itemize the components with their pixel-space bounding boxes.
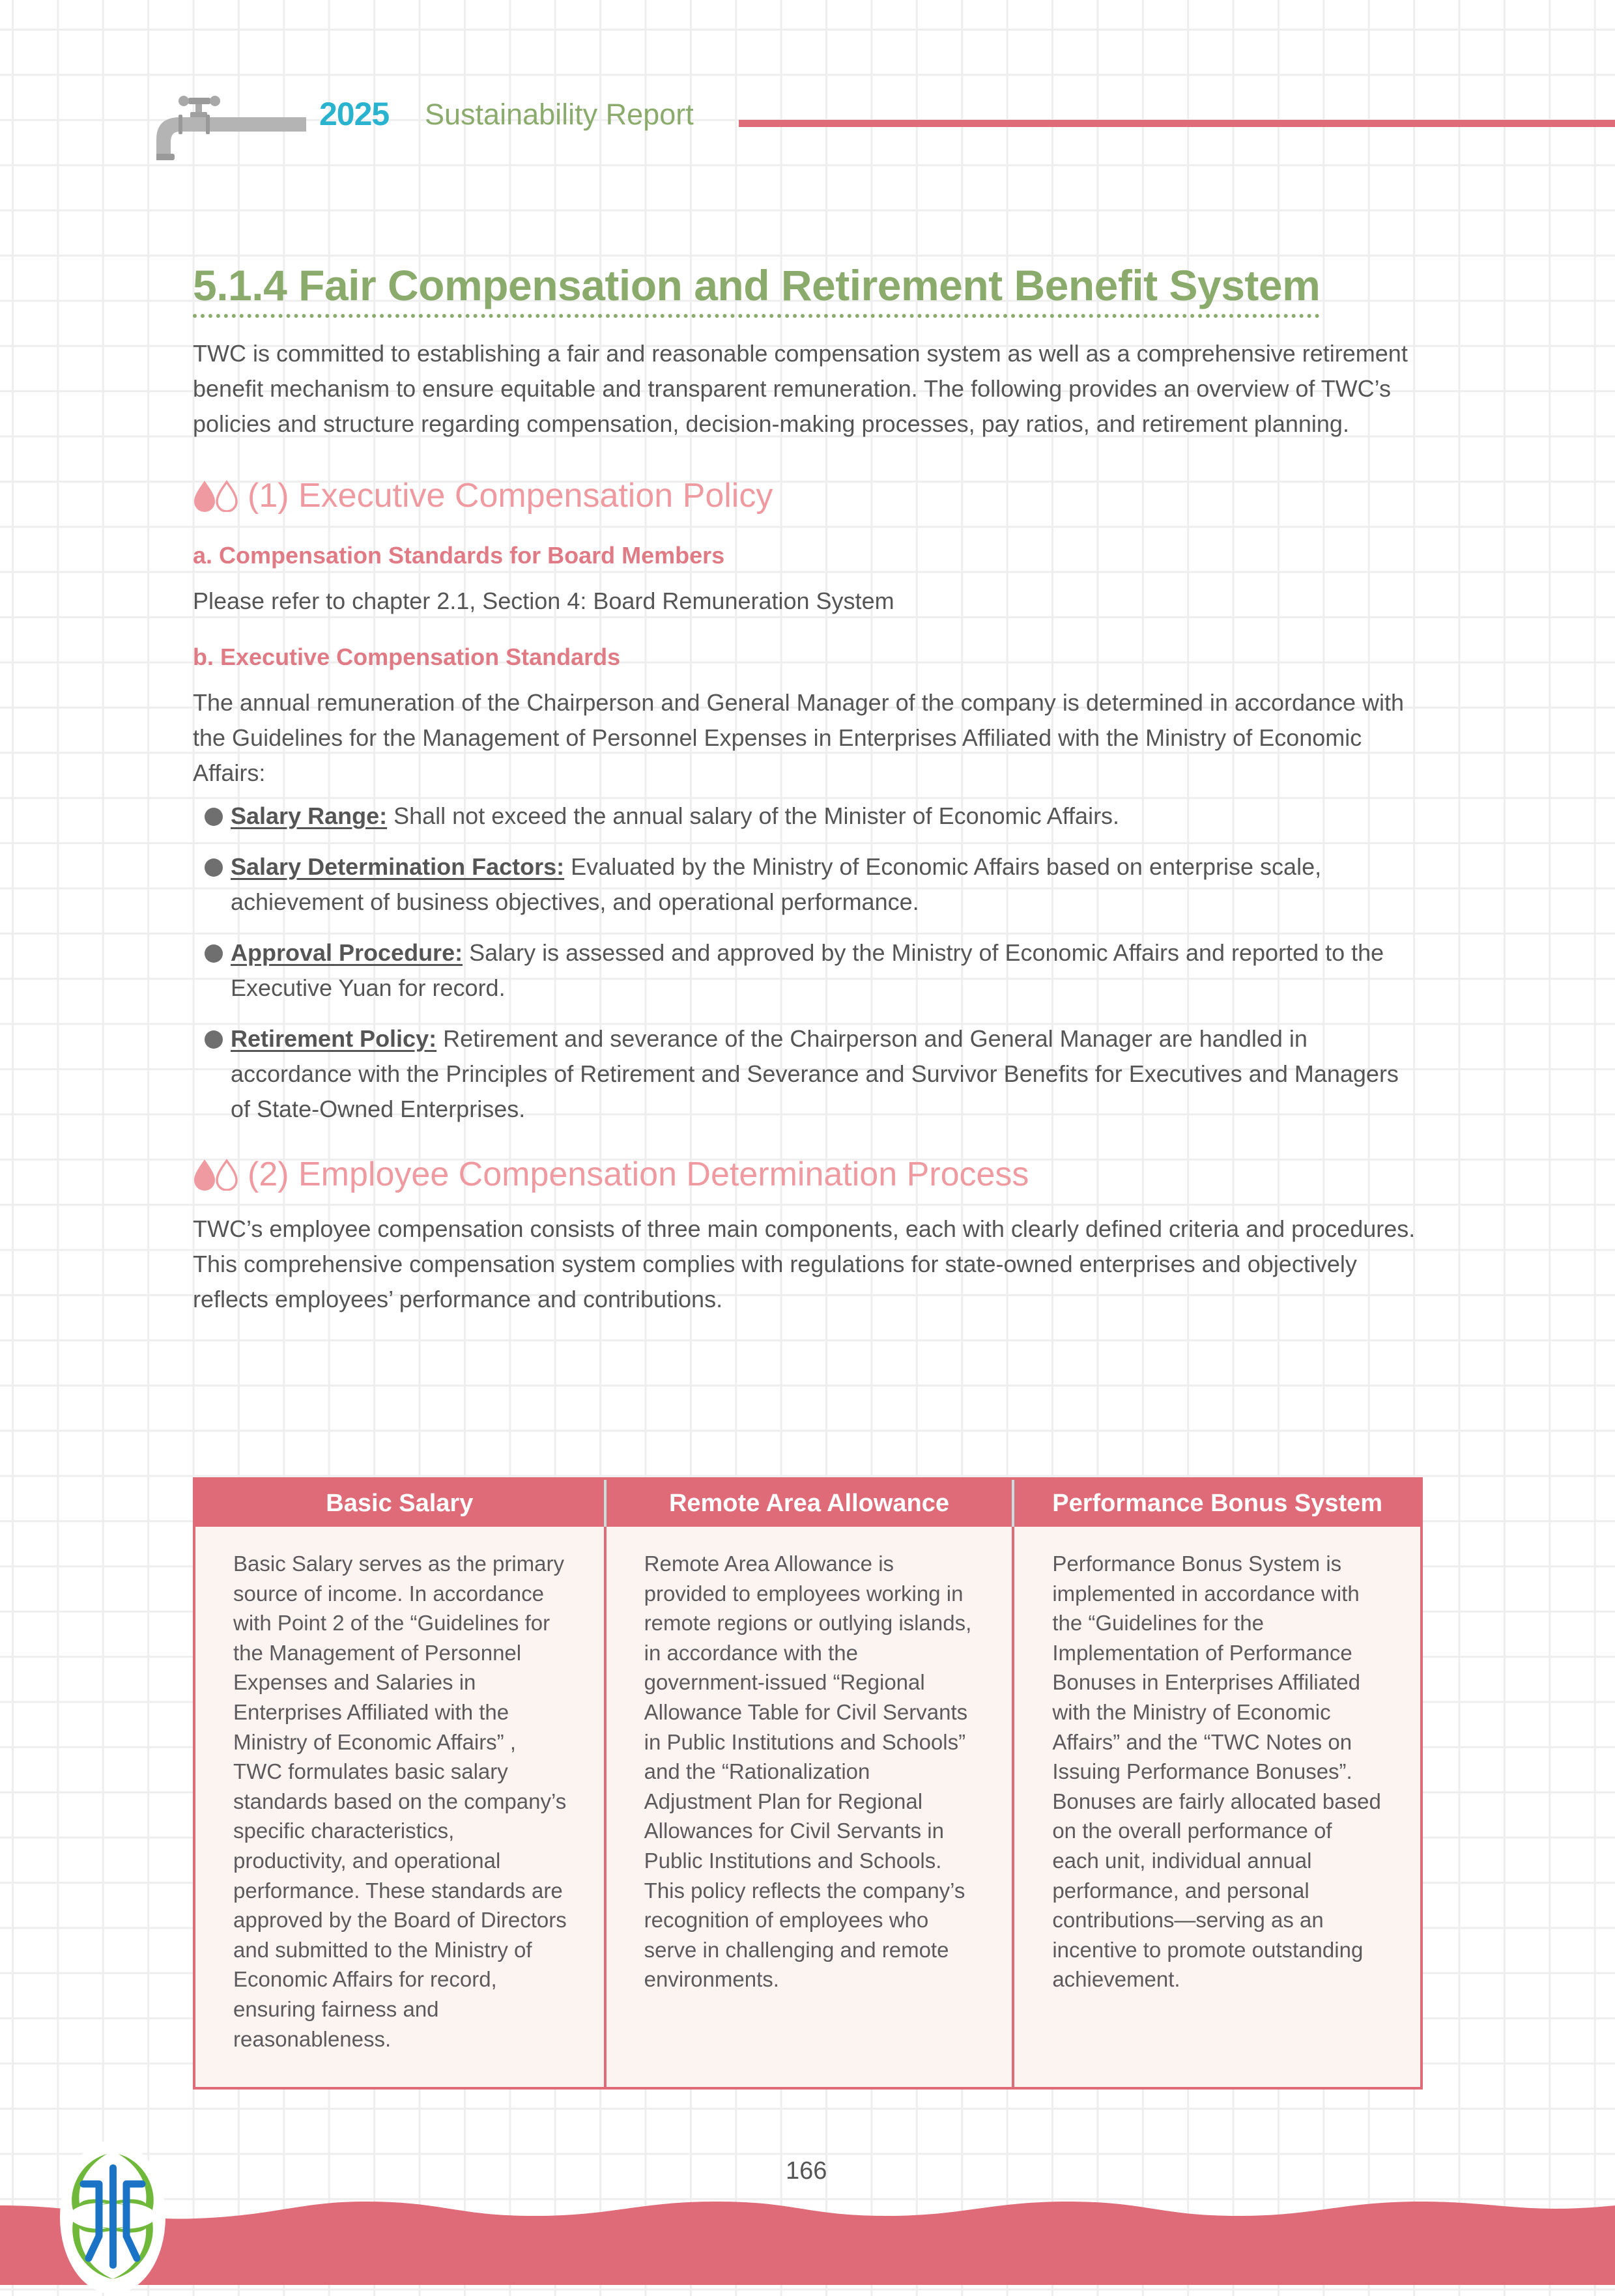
- table-cell-basic-salary: Basic Salary serves as the primary source of income. In accordance with Point 2 of the “Guidelines for the Management of Personnel Expenses and Salaries in Enterprises Affiliated with the Ministry of Economic Affairs” , TWC formulates basic salary standards based on the company’s specific characteristics, productivity, and operational performance. These standards are approved by the Board of Directors and submitted to the Ministry of Economic Affairs for record, ensuring fairness and reasonableness.: [233, 1552, 567, 2051]
- compensation-components-table: [193, 1477, 1423, 2090]
- header-rule: [739, 120, 1615, 127]
- section-heading-executive: [193, 473, 1424, 518]
- subheading-executive-standards: b. Executive Compensation Standards: [193, 644, 621, 670]
- intro-paragraph: TWC is committed to establishing a fair and reasonable compensation system as well as a comprehensive retirement benefit mechanism to ensure equitable and transparent remuneration. The following provides an overview of TWC’s policies and structure regarding compensation, decision-making processes, pay ratios, and retirement planning.: [193, 340, 1408, 437]
- bullet-term: Salary Range:: [231, 802, 388, 829]
- executive-standards-text: The annual remuneration of the Chairperson and General Manager of the company is determined in accordance with the Guidelines for the Management of Personnel Expenses in Enterprises Affiliated with the Ministry of Economic Affairs:: [193, 689, 1405, 786]
- list-item: [193, 1021, 1424, 1127]
- table-cell-performance-bonus: Performance Bonus System is implemented in accordance with the “Guidelines for the Implementation of Performance Bonuses in Enterprises Affiliated with the Ministry of Economic Affairs” and the “TWC Notes on Issuing Performance Bonuses”. Bonuses are fairly allocated based on the overall performance of each unit, individual annual performance, and personal contributions—serving as an incentive to promote outstanding achievement.: [1012, 1527, 1420, 2087]
- bullet-text: Retirement and severance of the Chairperson and General Manager are handled in accordance with the Principles of Retirement and Severance and Survivor Benefits for Executives and Managers of State-Owned Enterprises.: [231, 1025, 1399, 1122]
- table-cell-remote-allowance: Remote Area Allowance is provided to employees working in remote regions or outlying islands, in accordance with the government-issued “Regional Allowance Table for Civil Servants in Public Institutions and Schools” and the “Rationalization Adjustment Plan for Regional Allowances for Civil Servants in Public Institutions and Schools. This policy reflects the company’s recognition of employees who serve in challenging and remote environments.: [604, 1527, 1012, 2087]
- table-header-remote-allowance: Remote Area Allowance: [604, 1480, 1012, 1527]
- list-item: [193, 935, 1424, 1006]
- bullet-term: Retirement Policy:: [231, 1025, 437, 1052]
- report-title: Sustainability Report: [425, 98, 694, 131]
- page-number: 166: [786, 2157, 827, 2185]
- twc-logo-icon: [60, 2138, 165, 2296]
- bullet-term: Approval Procedure:: [231, 939, 463, 966]
- water-drops-icon: [193, 479, 240, 512]
- board-compensation-text: Please refer to chapter 2.1, Section 4: Board Remuneration System: [193, 588, 894, 614]
- bullet-icon: [205, 858, 223, 877]
- bullet-icon: [205, 944, 223, 963]
- section-title: (1) Executive Compensation Policy: [248, 477, 773, 515]
- main-content: [193, 261, 1424, 1317]
- table-header-performance-bonus: Performance Bonus System: [1012, 1480, 1420, 1527]
- bullet-icon: [205, 1030, 223, 1049]
- executive-compensation-list: [193, 799, 1424, 1127]
- report-year: 2025: [319, 96, 390, 132]
- bullet-term: Salary Determination Factors:: [231, 853, 565, 880]
- bullet-text: Salary is assessed and approved by the Ministry of Economic Affairs and reported to the Executive Yuan for record.: [231, 939, 1384, 1001]
- section-title: (2) Employee Compensation Determination Process: [248, 1155, 1029, 1193]
- table-header-basic-salary: Basic Salary: [195, 1480, 604, 1527]
- bullet-text: Shall not exceed the annual salary of the Minister of Economic Affairs.: [387, 802, 1120, 829]
- page-title: 5.1.4 Fair Compensation and Retirement Benefit System: [193, 261, 1320, 318]
- employee-compensation-text: TWC’s employee compensation consists of three main components, each with clearly defined criteria and procedures. This comprehensive compensation system complies with regulations for state-owned enterprises and objectively reflects employees’ performance and contributions.: [193, 1215, 1416, 1312]
- section-heading-employee: [193, 1152, 1424, 1197]
- bullet-text: Evaluated by the Ministry of Economic Affairs based on enterprise scale, achievement of business objectives, and operational performance.: [231, 853, 1322, 915]
- list-item: [193, 799, 1424, 834]
- subheading-board-compensation: a. Compensation Standards for Board Members: [193, 542, 725, 569]
- bullet-icon: [205, 808, 223, 826]
- water-faucet-icon: [156, 83, 313, 160]
- water-drops-icon: [193, 1158, 240, 1191]
- list-item: [193, 849, 1424, 920]
- footer-wave: [0, 2202, 1615, 2285]
